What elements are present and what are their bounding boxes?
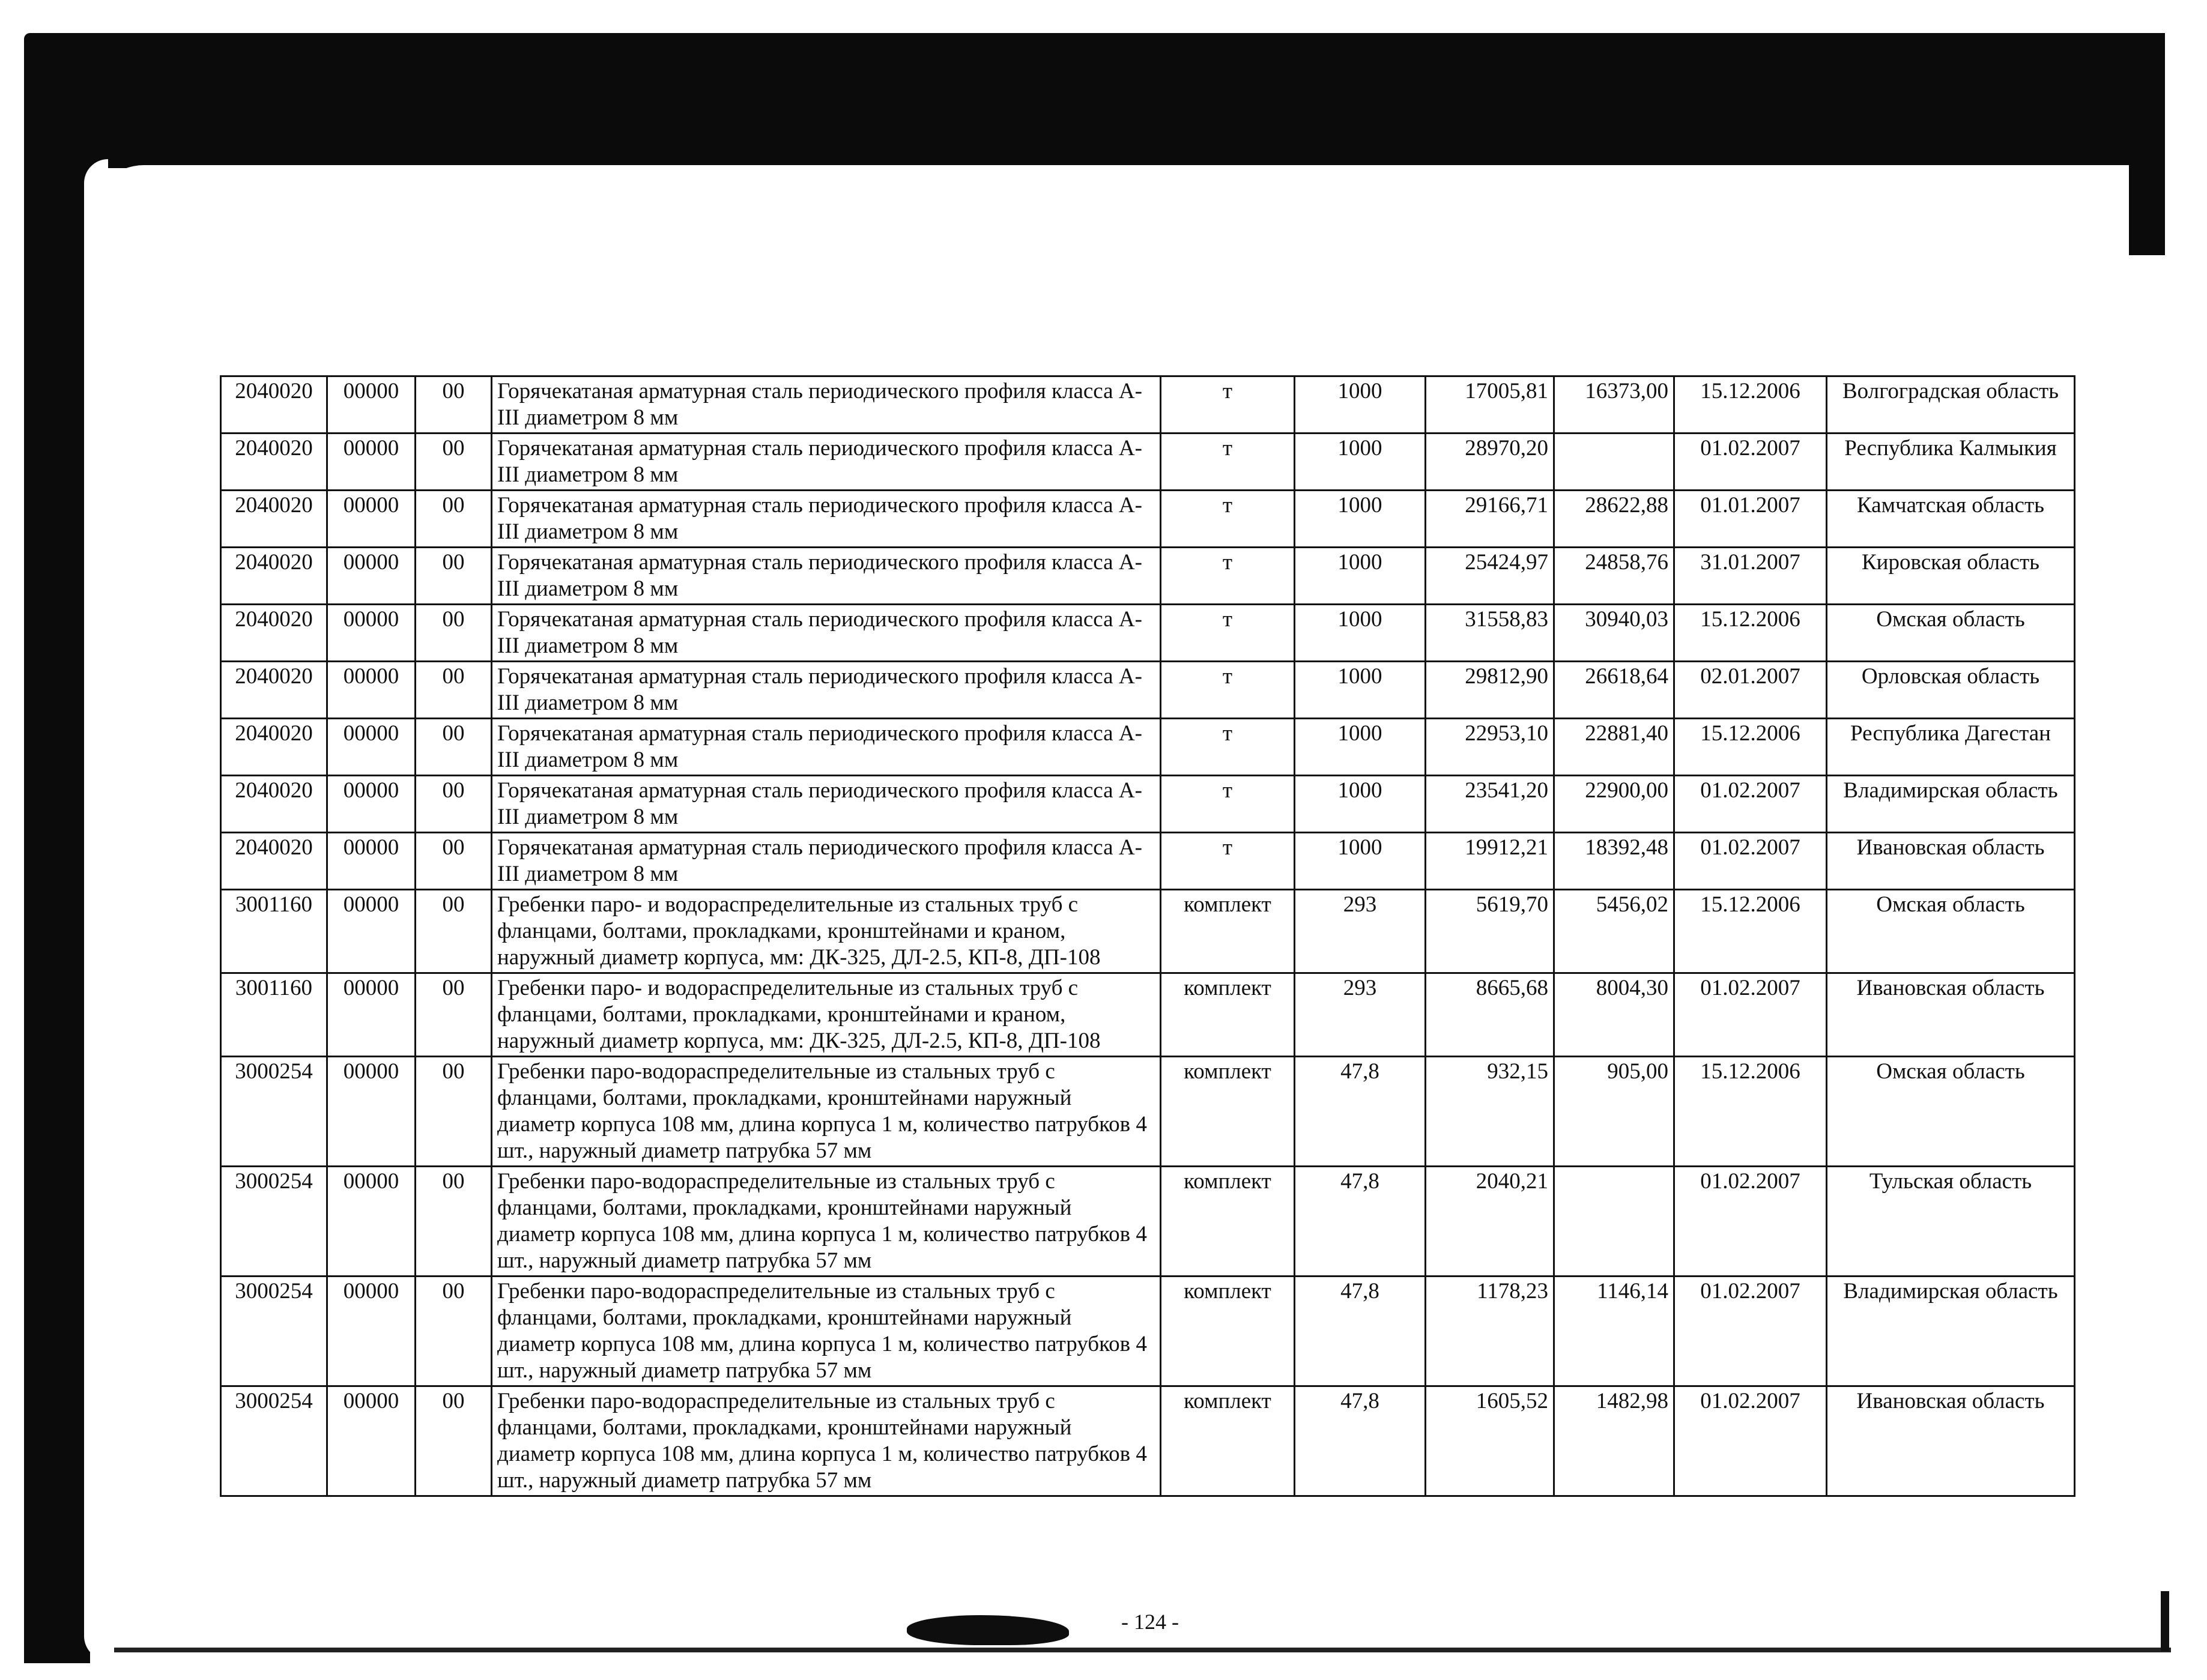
cell-code: 2040020 [221,719,327,776]
cell-code: 2040020 [221,548,327,605]
cell-subcode: 00000 [327,776,416,833]
cell-price-1: 932,15 [1426,1057,1554,1167]
cell-unit: т [1161,605,1295,662]
cell-price-2: 26618,64 [1554,662,1674,719]
page-number: - 124 - [1121,1610,1179,1634]
cell-date: 01.02.2007 [1674,1277,1827,1386]
scan-border-left [24,84,90,1663]
cell-region: Ивановская область [1827,973,2075,1057]
table-row [221,1386,2075,1496]
cell-date: 01.01.2007 [1674,491,1827,548]
cell-subcode: 00000 [327,1386,416,1496]
cell-unit: комплект [1161,1057,1295,1167]
table-row [221,662,2075,719]
cell-region: Владимирская область [1827,1277,2075,1386]
cell-subcode: 00000 [327,605,416,662]
cell-subcode: 00000 [327,1057,416,1167]
table-row [221,833,2075,890]
cell-extcode: 00 [416,662,492,719]
cell-region: Волгоградская область [1827,376,2075,434]
cell-unit: т [1161,434,1295,491]
cell-region: Ивановская область [1827,1386,2075,1496]
cell-date: 01.02.2007 [1674,1386,1827,1496]
cell-price-1: 1605,52 [1426,1386,1554,1496]
table-row [221,1057,2075,1167]
cell-price-2 [1554,434,1674,491]
cell-code: 3001160 [221,890,327,973]
scan-border-top [24,33,2162,168]
cell-quantity: 1000 [1295,605,1426,662]
cell-description: Гребенки паро- и водораспределительные из стальных труб с фланцами, болтами, прокладками, кронштейнами и краном, наружный диаметр корпуса, мм: ДК-325, ДЛ-2.5, КП-8, ДП-108 [492,973,1161,1057]
cell-region: Камчатская область [1827,491,2075,548]
cell-description: Горячекатаная арматурная сталь периодического профиля класса А-III диаметром 8 мм [492,776,1161,833]
table-row [221,973,2075,1057]
cell-subcode: 00000 [327,890,416,973]
cell-price-1: 5619,70 [1426,890,1554,973]
cell-unit: т [1161,719,1295,776]
cell-quantity: 47,8 [1295,1277,1426,1386]
cell-date: 01.02.2007 [1674,434,1827,491]
price-table [220,375,2075,1497]
table-row [221,434,2075,491]
cell-subcode: 00000 [327,662,416,719]
cell-price-1: 17005,81 [1426,376,1554,434]
cell-date: 02.01.2007 [1674,662,1827,719]
cell-price-1: 29166,71 [1426,491,1554,548]
cell-quantity: 1000 [1295,376,1426,434]
cell-extcode: 00 [416,719,492,776]
table-row [221,548,2075,605]
cell-date: 01.02.2007 [1674,1167,1827,1277]
cell-price-2: 1146,14 [1554,1277,1674,1386]
cell-description: Горячекатаная арматурная сталь периодического профиля класса А-III диаметром 8 мм [492,719,1161,776]
cell-unit: т [1161,833,1295,890]
cell-price-1: 1178,23 [1426,1277,1554,1386]
cell-quantity: 47,8 [1295,1386,1426,1496]
table-row [221,1277,2075,1386]
cell-price-1: 25424,97 [1426,548,1554,605]
cell-code: 2040020 [221,491,327,548]
cell-price-2: 28622,88 [1554,491,1674,548]
cell-date: 15.12.2006 [1674,605,1827,662]
cell-region: Тульская область [1827,1167,2075,1277]
cell-extcode: 00 [416,1277,492,1386]
cell-date: 15.12.2006 [1674,1057,1827,1167]
cell-extcode: 00 [416,1057,492,1167]
cell-quantity: 1000 [1295,491,1426,548]
cell-extcode: 00 [416,434,492,491]
scan-corner-mark [2161,1591,2169,1651]
cell-price-2: 22881,40 [1554,719,1674,776]
cell-price-2: 22900,00 [1554,776,1674,833]
cell-extcode: 00 [416,491,492,548]
cell-unit: комплект [1161,890,1295,973]
cell-unit: т [1161,776,1295,833]
cell-region: Кировская область [1827,548,2075,605]
table-row [221,491,2075,548]
cell-subcode: 00000 [327,491,416,548]
cell-subcode: 00000 [327,973,416,1057]
cell-unit: комплект [1161,973,1295,1057]
cell-extcode: 00 [416,548,492,605]
cell-description: Горячекатаная арматурная сталь периодического профиля класса А-III диаметром 8 мм [492,491,1161,548]
cell-region: Орловская область [1827,662,2075,719]
cell-region: Омская область [1827,1057,2075,1167]
table-row [221,605,2075,662]
cell-description: Гребенки паро-водораспределительные из стальных труб с фланцами, болтами, прокладками, кронштейнами наружный диаметр корпуса 108 мм, длина корпуса 1 м, количество патрубков 4 шт., наружный диаметр патрубка 57 мм [492,1057,1161,1167]
cell-subcode: 00000 [327,548,416,605]
cell-description: Гребенки паро-водораспределительные из стальных труб с фланцами, болтами, прокладками, кронштейнами наружный диаметр корпуса 108 мм, длина корпуса 1 м, количество патрубков 4 шт., наружный диаметр патрубка 57 мм [492,1386,1161,1496]
cell-date: 15.12.2006 [1674,890,1827,973]
table-row [221,776,2075,833]
cell-unit: т [1161,491,1295,548]
cell-region: Омская область [1827,605,2075,662]
cell-code: 3001160 [221,973,327,1057]
cell-quantity: 1000 [1295,662,1426,719]
cell-code: 3000254 [221,1277,327,1386]
cell-unit: т [1161,376,1295,434]
cell-price-1: 28970,20 [1426,434,1554,491]
cell-description: Горячекатаная арматурная сталь периодического профиля класса А-III диаметром 8 мм [492,605,1161,662]
cell-quantity: 293 [1295,890,1426,973]
cell-description: Горячекатаная арматурная сталь периодического профиля класса А-III диаметром 8 мм [492,662,1161,719]
cell-extcode: 00 [416,890,492,973]
cell-unit: комплект [1161,1277,1295,1386]
cell-region: Республика Дагестан [1827,719,2075,776]
cell-price-2: 8004,30 [1554,973,1674,1057]
cell-extcode: 00 [416,973,492,1057]
cell-code: 3000254 [221,1167,327,1277]
cell-date: 01.02.2007 [1674,833,1827,890]
cell-extcode: 00 [416,605,492,662]
cell-unit: т [1161,662,1295,719]
cell-subcode: 00000 [327,376,416,434]
cell-region: Омская область [1827,890,2075,973]
cell-price-1: 29812,90 [1426,662,1554,719]
cell-date: 15.12.2006 [1674,719,1827,776]
cell-subcode: 00000 [327,1167,416,1277]
cell-quantity: 47,8 [1295,1057,1426,1167]
cell-date: 15.12.2006 [1674,376,1827,434]
cell-price-2: 1482,98 [1554,1386,1674,1496]
cell-quantity: 1000 [1295,776,1426,833]
cell-price-2: 24858,76 [1554,548,1674,605]
cell-quantity: 1000 [1295,719,1426,776]
cell-extcode: 00 [416,776,492,833]
cell-unit: комплект [1161,1167,1295,1277]
cell-price-1: 22953,10 [1426,719,1554,776]
cell-extcode: 00 [416,1386,492,1496]
table-row [221,376,2075,434]
table-row [221,1167,2075,1277]
cell-quantity: 1000 [1295,434,1426,491]
cell-region: Ивановская область [1827,833,2075,890]
cell-unit: комплект [1161,1386,1295,1496]
cell-price-2 [1554,1167,1674,1277]
cell-code: 2040020 [221,605,327,662]
cell-description: Горячекатаная арматурная сталь периодического профиля класса А-III диаметром 8 мм [492,833,1161,890]
table-body [221,376,2075,1496]
cell-price-2: 905,00 [1554,1057,1674,1167]
cell-description: Горячекатаная арматурная сталь периодического профиля класса А-III диаметром 8 мм [492,548,1161,605]
scan-border-right [2129,33,2165,255]
cell-subcode: 00000 [327,434,416,491]
cell-quantity: 47,8 [1295,1167,1426,1277]
cell-extcode: 00 [416,1167,492,1277]
cell-description: Гребенки паро-водораспределительные из стальных труб с фланцами, болтами, прокладками, кронштейнами наружный диаметр корпуса 108 мм, длина корпуса 1 м, количество патрубков 4 шт., наружный диаметр патрубка 57 мм [492,1277,1161,1386]
cell-price-2: 18392,48 [1554,833,1674,890]
cell-description: Горячекатаная арматурная сталь периодического профиля класса А-III диаметром 8 мм [492,434,1161,491]
table-row [221,719,2075,776]
cell-extcode: 00 [416,376,492,434]
cell-code: 3000254 [221,1057,327,1167]
cell-code: 2040020 [221,434,327,491]
cell-price-1: 23541,20 [1426,776,1554,833]
cell-description: Гребенки паро- и водораспределительные из стальных труб с фланцами, болтами, прокладками, кронштейнами и краном, наружный диаметр корпуса, мм: ДК-325, ДЛ-2.5, КП-8, ДП-108 [492,890,1161,973]
cell-price-1: 19912,21 [1426,833,1554,890]
cell-quantity: 1000 [1295,833,1426,890]
cell-code: 3000254 [221,1386,327,1496]
cell-code: 2040020 [221,833,327,890]
cell-code: 2040020 [221,376,327,434]
cell-price-1: 2040,21 [1426,1167,1554,1277]
cell-price-1: 31558,83 [1426,605,1554,662]
cell-region: Владимирская область [1827,776,2075,833]
cell-price-2: 30940,03 [1554,605,1674,662]
cell-description: Гребенки паро-водораспределительные из стальных труб с фланцами, болтами, прокладками, кронштейнами наружный диаметр корпуса 108 мм, длина корпуса 1 м, количество патрубков 4 шт., наружный диаметр патрубка 57 мм [492,1167,1161,1277]
cell-subcode: 00000 [327,1277,416,1386]
cell-quantity: 293 [1295,973,1426,1057]
table-row [221,890,2075,973]
ink-blot [907,1615,1069,1645]
cell-quantity: 1000 [1295,548,1426,605]
cell-unit: т [1161,548,1295,605]
cell-description: Горячекатаная арматурная сталь периодического профиля класса А-III диаметром 8 мм [492,376,1161,434]
cell-date: 01.02.2007 [1674,776,1827,833]
cell-price-2: 5456,02 [1554,890,1674,973]
cell-price-2: 16373,00 [1554,376,1674,434]
cell-extcode: 00 [416,833,492,890]
cell-subcode: 00000 [327,833,416,890]
cell-date: 31.01.2007 [1674,548,1827,605]
scan-bottom-edge [114,1648,2171,1652]
cell-code: 2040020 [221,776,327,833]
cell-price-1: 8665,68 [1426,973,1554,1057]
cell-date: 01.02.2007 [1674,973,1827,1057]
cell-subcode: 00000 [327,719,416,776]
cell-code: 2040020 [221,662,327,719]
cell-region: Республика Калмыкия [1827,434,2075,491]
